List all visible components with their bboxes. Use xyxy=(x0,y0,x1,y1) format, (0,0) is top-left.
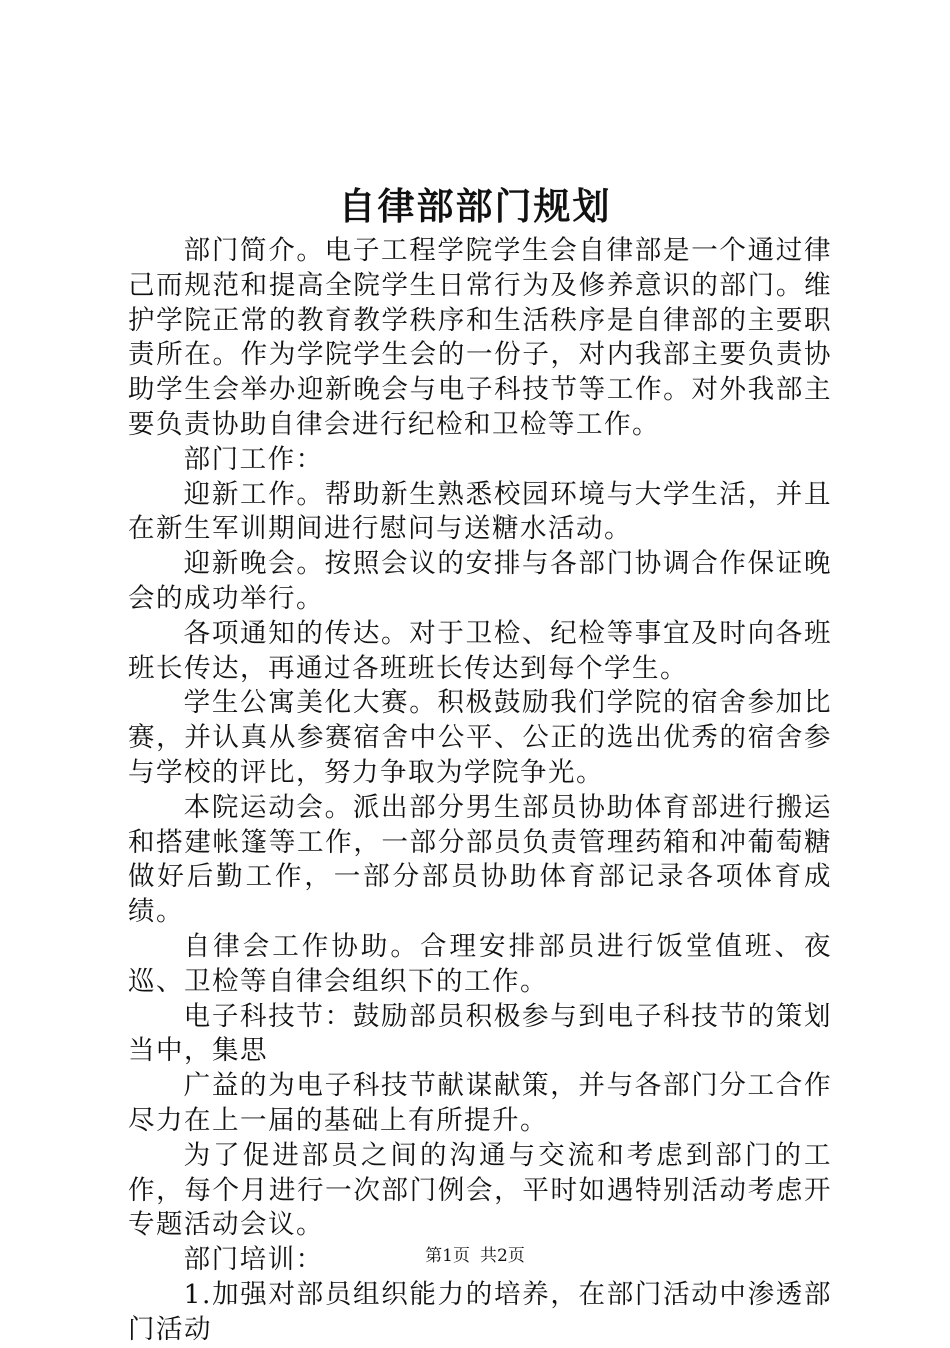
document-body xyxy=(128,234,832,1348)
paragraph-dorm-contest: 学生公寓美化大赛。积极鼓励我们学院的宿舍参加比赛，并认真从参赛宿舍中公平、公正的选出优秀的宿舍参与学校的评比，努力争取为学院争光。 xyxy=(128,687,832,788)
paragraph-tech-festival-cont: 广益的为电子科技节献谋献策，并与各部门分工合作尽力在上一届的基础上有所提升。 xyxy=(128,1070,832,1136)
section-heading-training: 部门培训： xyxy=(183,1244,324,1276)
paragraph-welcome-party: 迎新晚会。按照会议的安排与各部门协调合作保证晚会的成功举行。 xyxy=(128,548,832,614)
paragraph-tech-festival: 电子科技节：鼓励部员积极参与到电子科技节的策划当中，集思 xyxy=(128,1000,832,1067)
paragraph-orientation: 迎新工作。帮助新生熟悉校园环境与大学生活，并且在新生军训期间进行慰问与送糖水活动。 xyxy=(128,478,832,545)
page-number: 第1页 xyxy=(425,1246,470,1266)
section-heading-work: 部门工作： xyxy=(183,443,324,475)
page-footer xyxy=(0,1244,950,1268)
paragraph-sports-meet: 本院运动会。派出部分男生部员协助体育部进行搬运和搭建帐篷等工作，一部分部员负责管理药箱和冲葡萄糖做好后勤工作，一部分部员协助体育部记录各项体育成绩。 xyxy=(128,791,832,928)
paragraph-intro: 部门简介。电子工程学院学生会自律部是一个通过律己而规范和提高全院学生日常行为及修养意识的部门。维护学院正常的教育教学秩序和生活秩序是自律部的主要职责所在。作为学院学生会的一份子，对内我部主要负责协助学生会举办迎新晚会与电子科技节等工作。对外我部主要负责协助自律会进行纪检和卫检等工作。 xyxy=(128,235,832,440)
page-total: 共2页 xyxy=(480,1246,525,1266)
paragraph-training-item-1: 1.加强对部员组织能力的培养，在部门活动中渗透部门活动 xyxy=(128,1278,832,1345)
paragraph-notices: 各项通知的传达。对于卫检、纪检等事宜及时向各班班长传达，再通过各班班长传达到每个学生。 xyxy=(128,617,832,684)
paragraph-meetings: 为了促进部员之间的沟通与交流和考虑到部门的工作，每个月进行一次部门例会，平时如遇特别活动考虑开专题活动会议。 xyxy=(128,1139,832,1241)
paragraph-self-discipline-assist: 自律会工作协助。合理安排部员进行饭堂值班、夜巡、卫检等自律会组织下的工作。 xyxy=(128,930,832,997)
document-title: 自律部部门规划 xyxy=(338,184,612,228)
